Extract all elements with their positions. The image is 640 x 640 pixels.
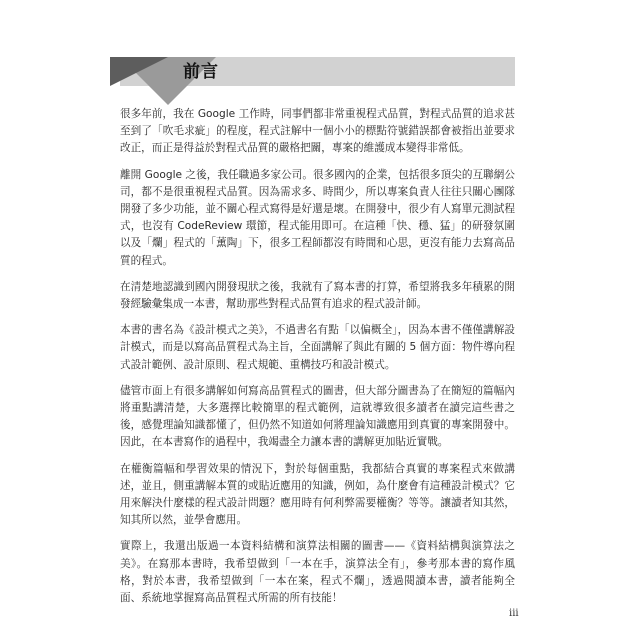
body-text — [120, 106, 515, 616]
paragraph-2: 離開 Google 之後，我任職過多家公司。很多國內的企業，包括很多頂尖的互聯網公司，都不是很重視程式品質。因為需求多、時間少，所以專案負責人往往只關心團隊開發了多少功能，並不關心程式寫得是好還是壞。在開發中，很少有人寫單元測試程式，也沒有 CodeReview 環節，程式能用即可。在這種「快、穩、猛」的研發氛圍以及「爛」程式的「薰陶」下，很多工程師都沒有時間和心思，更沒有能力去寫高品質的程式。 — [120, 168, 515, 267]
paragraph-1: 很多年前，我在 Google 工作時，同事們都非常重視程式品質，對程式品質的追求甚至到了「吹毛求疵」的程度，程式註解中一個小小的標點符號錯誤都會被指出並要求改正，而正是得益於對程式品質的嚴格把關，專案的維護成本變得非常低。 — [120, 108, 515, 155]
paragraph-4: 本書的書名為《設計模式之美》，不過書名有點「以偏概全」，因為本書不僅僅講解設計模式，而是以寫高品質程式為主旨，全面講解了與此有關的 5 個方面：物件導向程式設計範例、設計原則、程式規範、重構技巧和設計模式。 — [120, 324, 515, 371]
page-number: iii — [509, 608, 519, 619]
chapter-title: 前言 — [183, 62, 219, 82]
paragraph-3: 在清楚地認識到國內開發現狀之後，我就有了寫本書的打算，希望將我多年積累的開發經驗彙集成一本書，幫助那些對程式品質有追求的程式設計師。 — [120, 280, 515, 311]
paragraph-7: 實際上，我還出版過一本資料結構和演算法相關的圖書——《資料結構與演算法之美》。在寫那本書時，我希望做到「一本在手，演算法全有」，參考那本書的寫作風格，對於本書，我希望做到「一本在案，程式不爛」，透過閱讀本書，讀者能夠全面、系統地掌握寫高品質程式所需的所有技能！ — [120, 540, 515, 605]
chapter-header-triangle-dark — [110, 57, 168, 86]
paragraph-5: 儘管市面上有很多講解如何寫高品質程式的圖書，但大部分圖書為了在簡短的篇幅內將重點講清楚，大多選擇比較簡單的程式範例，這就導致很多讀者在讀完這些書之後，感覺理論知識都懂了，但仍然不知道如何將理論知識應用到真實的專案開發中。因此，在本書寫作的過程中，我竭盡全力讓本書的講解更加貼近實戰。 — [120, 384, 515, 449]
paragraph-6: 在權衡篇幅和學習效果的情況下，對於每個重點，我都結合真實的專案程式來做講述，並且，側重講解本質的或貼近應用的知識，例如，為什麼會有這種設計模式？它用來解決什麼樣的程式設計問題？應用時有何利弊需要權衡？等等。讓讀者知其然，知其所以然，並學會應用。 — [120, 462, 515, 527]
